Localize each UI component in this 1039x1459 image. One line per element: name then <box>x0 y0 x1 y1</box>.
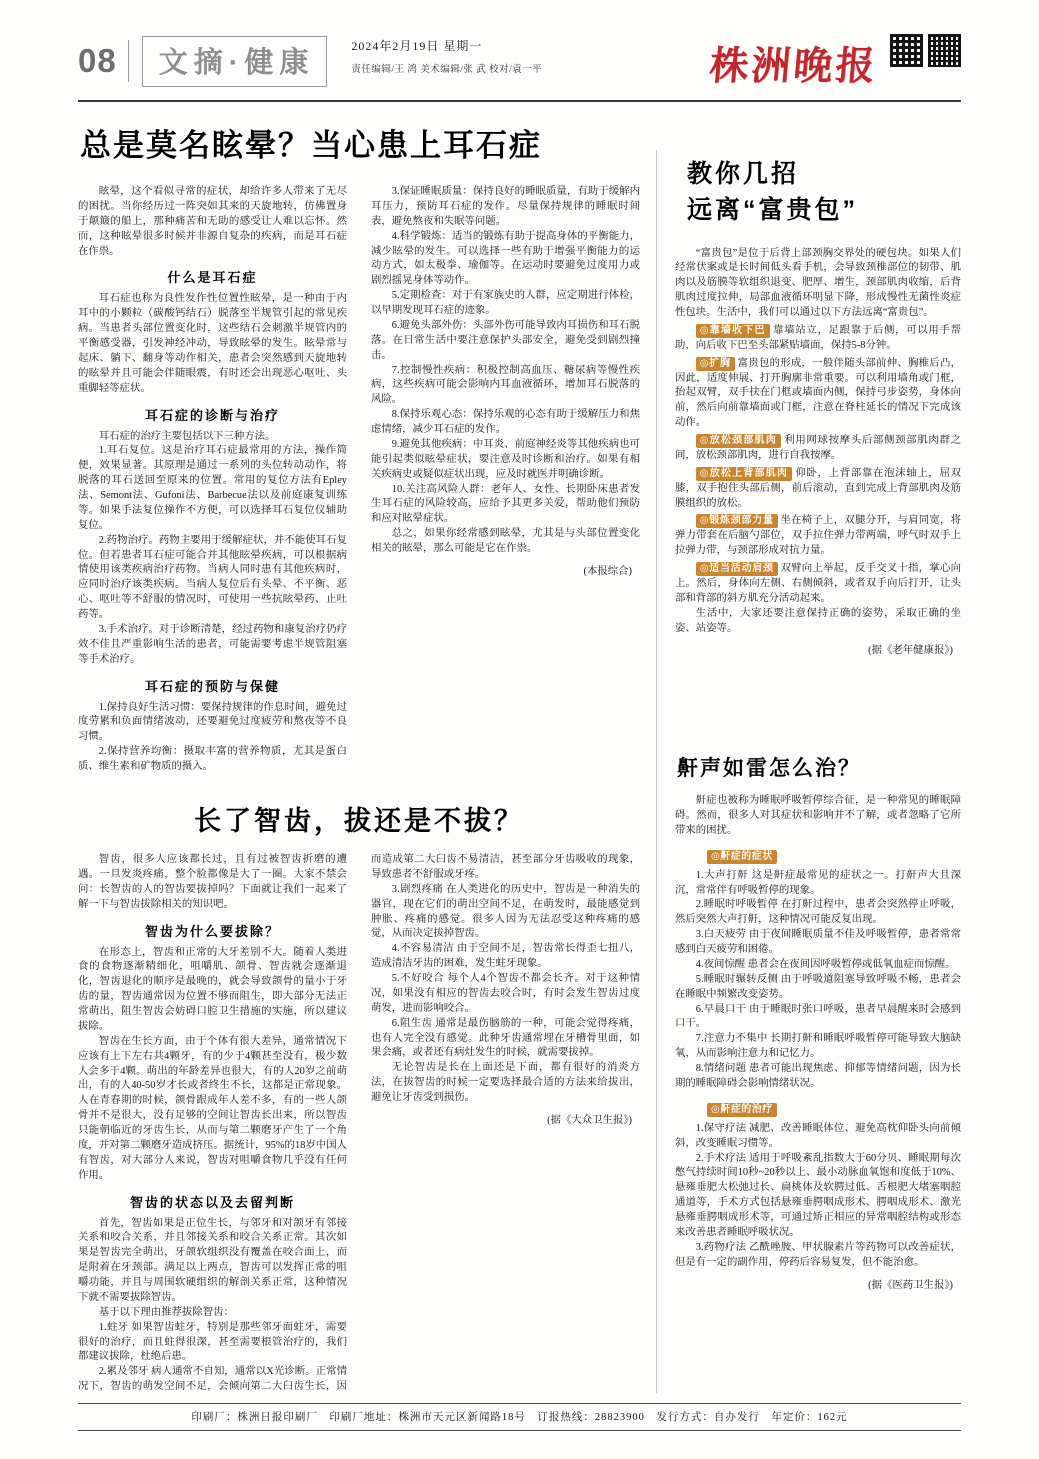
attribution: (据《老年健康报》) <box>868 645 953 657</box>
body-paragraph: 3.白天疲劳 由于夜间睡眠质量不佳及呼吸暂停，患者常常感到白天疲劳和困倦。 <box>675 929 961 955</box>
body-paragraph: 3.手术治疗。对于诊断清楚，经过药物和康复治疗仍疗效不佳且严重影响生活的患者，可能需要考虑半规管阻塞等手术治疗。 <box>78 623 347 665</box>
page-body <box>78 112 961 1399</box>
tagged-paragraph: ◎适当活动肩颈 双臂向上举起，反手交叉十指，掌心向上。然后，身体向左侧、右侧倾斜，或者双手向后打开，让头部和背部的斜方肌充分活动起来。 <box>675 563 961 604</box>
article-body <box>675 247 961 657</box>
body-paragraph: 1.蛀牙 如果智齿蛀牙，特别是那些邻牙面蛀牙，需要很好的治疗，而且蛀得很深，甚至需要根管治疗的，我们都建议拔除，杜绝后患。 <box>78 1321 347 1363</box>
body-paragraph: 在形态上，智齿和正常的大牙差别不大。随着人类进食的食物逐渐精细化，咀嚼肌、颌骨、智齿就会逐渐退化，智齿退化的顺序是最晚的，就会导致颌骨的量小于牙齿的量，智齿通常因为位置不够而阻生，即大部分无法正常萌出，阻生智齿会妨碍口腔卫生措施的实施，所以建议拔除。 <box>78 946 347 1032</box>
body-paragraph: 智齿，很多人应该都长过，且有过被智齿折磨的遭遇。一旦发炎疼痛，整个脸都像是大了一圈。大家不禁会问：长智齿的人的智齿要拔掉吗？下面就让我们一起来了解一下与智齿拔除相关的知识吧。 <box>78 854 347 910</box>
issue-date: 2024年2月19日 星期一 <box>351 39 483 53</box>
column-divider <box>656 150 657 1393</box>
body-paragraph: “富贵包”是位于后背上部颈胸交界处的硬包块。如果人们经常伏案或是长时间低头看手机，会导致颈椎部位的韧带、肌肉以及筋膜等软组织退变、肥厚、增生，颈部肌肉收缩，后背肌肉过度拉伸，局部血液循环明显下降，形成慢性无菌性炎症性包块。生活中，我们可以通过以下方法远离“富贵包”。 <box>675 247 961 318</box>
body-paragraph: 7.注意力不集中 长期打鼾和睡眠呼吸暂停可能导致大脑缺氧，从而影响注意力和记忆力。 <box>675 1033 961 1060</box>
section-subheading: 耳石症的诊断与治疗 <box>144 407 280 423</box>
tagged-paragraph: ◎靠墙收下巴 靠墙站立，足跟靠于后侧，可以用手帮助，向后收下巴至头部紧贴墙面，保持5-8分钟。 <box>675 324 961 351</box>
article-title: 总是莫名眩晕？当心患上耳石症 <box>80 128 542 163</box>
header-meta <box>351 28 542 75</box>
tagged-paragraph: ◎放松上背部肌肉 仰卧，上背部靠在泡沫轴上，屈双膝，双手抱住头部后侧，前后滚动，直到完成上背部肌肉及筋膜组织的放松。 <box>675 467 961 509</box>
header-right <box>707 31 961 91</box>
imprint-footer: 印刷厂：株洲日报印刷厂 印刷厂地址：株洲市天元区新闻路18号 订报热线：28823900 发行方式：自办发行 年定价：162元 <box>78 1403 961 1431</box>
article-body <box>78 853 640 1411</box>
highlight-tag: ◎扩胸 <box>696 357 735 371</box>
page-header <box>78 28 961 94</box>
body-paragraph: 6.避免头部外伤：头部外伤可能导致内耳损伤和耳石脱落。在日常生活中要注意保护头部安全，避免受到剧烈撞击。 <box>371 319 640 361</box>
attribution: (据《大众卫生报》) <box>547 1114 632 1126</box>
highlight-tag: ◎适当活动肩颈 <box>696 562 778 576</box>
section-subheading: 什么是耳石症 <box>167 270 258 286</box>
body-paragraph: 5.不好咬合 每个人4个智齿不都会长齐。对于这种情况，如果没有相应的智齿去咬合时，有时会发生智齿过度萌发，进而影响咬合。 <box>371 973 640 1014</box>
body-paragraph: 8.情绪问题 患者可能出现焦虑、抑郁等情绪问题，因为长期的睡眠障碍会影响情绪状况。 <box>675 1063 961 1089</box>
body-paragraph: 6.早晨口干 由于睡眠时张口呼吸，患者早晨醒来时会感到口干。 <box>675 1003 961 1030</box>
body-paragraph: 1.大声打鼾 这是鼾症最常见的症状之一。打鼾声大且深沉，常常伴有呼吸暂停的现象。 <box>675 869 961 896</box>
body-paragraph: 6.阻生齿 通常是最伤脑筋的一种，可能会觉得疼痛，也有人完全没有感觉。此种牙齿通常埋在牙槽骨里面，如果会痛，或者还有病灶发生的时候，就需要拔掉。 <box>371 1017 640 1059</box>
tagged-paragraph: ◎锻炼颈部力量 坐在椅子上，双腿分开，与肩同宽，将弹力带套在后脑勺部位，双手拉住弹力带两端，呼气时双手上拉弹力带，与颈部形成对抗力量。 <box>675 515 961 557</box>
body-paragraph: 4.不容易清洁 由于空间不足，智齿常长得歪七扭八，造成清洁牙齿的困难，发生蛀牙现象。 <box>371 943 640 970</box>
body-paragraph: 无论智齿是长在上面还是下面，都有很好的消炎方法，在拔智齿的时候一定要选择最合适的方法来给拔出，避免让牙齿受到损伤。 <box>371 1062 640 1103</box>
section-subheading: 智齿为什么要拔除？ <box>144 923 280 939</box>
article-title: 鼾声如雷怎么治？ <box>677 757 861 780</box>
body-paragraph: 鼾症也被称为睡眠呼吸暂停综合征，是一种常见的睡眠障碍。然而，很多人对其症状和影响并不了解，或者忽略了它所带来的困扰。 <box>675 795 961 836</box>
article-title: 长了智齿，拔还是不拔？ <box>194 806 524 836</box>
body-paragraph: 耳石症的治疗主要包括以下三种方法。 <box>98 430 276 442</box>
body-paragraph: 3.保证睡眠质量：保持良好的睡眠质量，有助于缓解内耳压力，预防耳石症的发作。尽量保持规律的睡眠时间表，避免熬夜和失眠等问题。 <box>371 186 640 227</box>
highlight-tag: ◎锻炼颈部力量 <box>696 514 778 528</box>
body-paragraph: 7.控制慢性疾病：积极控制高血压、糖尿病等慢性疾病，这些疾病可能会影响内耳血液循环，增加耳石脱落的风险。 <box>371 364 640 406</box>
left-articles-zone <box>78 112 640 1411</box>
body-paragraph: 3.剧烈疼痛 在人类进化的历史中，智齿是一种消失的器官，现在它们的萌出空间不足，在萌发时，最能感觉到肿胀、疼痛的感觉。很多人因为无法忍受这种疼痛的感觉，从而决定拔掉智齿。 <box>371 883 640 940</box>
article-body <box>78 185 640 775</box>
body-paragraph: 基于以下理由推荐拔除智齿： <box>98 1306 234 1318</box>
highlight-tag: ◎靠墙收下巴 <box>696 324 770 338</box>
body-paragraph: 眩晕，这个看似寻常的症状，却给许多人带来了无尽的困扰。当你经历过一阵突如其来的天旋地转，仿佛置身于颠簸的船上，那种痛苦和无助的感受让人难以忘怀。然而，这种眩晕很多时候并非源自复杂的疾病，而是耳石症在作祟。 <box>78 186 347 257</box>
section-subheading: 智齿的状态以及去留判断 <box>129 1194 295 1210</box>
editors-line: 责任编辑/王 鸿 美术编辑/张 武 校对/袁一平 <box>351 65 543 75</box>
article-wisdom-teeth <box>78 799 640 1411</box>
body-paragraph: 2.累及邻牙 病人通常不自知，通常以X光诊断。正常情况下，智齿的萌发空间不足，会倾向第二大臼齿生长，因而造成第二大臼齿不易清洁，甚至部分牙齿吸收的现象，导致患者不舒服或牙疼。 <box>78 854 640 1393</box>
body-paragraph: 智齿在生长方面，由于个体有很大差异，通常情况下应该有上下左右共4颗牙，有的少于4颗甚至没有，极少数人会多于4颗。萌出的年龄差异也很大，有的人20岁之前萌出，有的人40-50岁才长或者终生不长，这都是正常现象。人在青春期的时候，颌骨跟成年人差不多，有的一些人颌骨并不是很大，没有足够的空间让智齿长出来，所以智齿只能朝临近的牙齿生长，从而与第二颗磨牙产生了一个角度，并对第二颗磨牙造成挤压。据统计，95%的18岁中国人有智齿，对大部分人来说，智齿对咀嚼食物几乎没有任何作用。 <box>78 1035 347 1181</box>
tag-heading <box>675 1099 961 1117</box>
body-paragraph: 4.夜间惊醒 患者会在夜间因呼吸暂停或低氧血症而惊醒。 <box>695 958 956 970</box>
header-divider <box>128 40 129 82</box>
body-paragraph: 2.手术疗法 适用于呼吸紊乱指数大于60分贝、睡眠期每次憋气持续时间10秒~20秒以上、最小动脉血氧饱和度低于10%、悬雍垂肥大松弛过长、扁桃体及软腭过低、舌根肥大堵塞咽腔通道等，手术方式包括悬雍垂腭咽成形术、腭咽成形术、激光悬雍垂腭咽成形术等，可通过矫正相应的异常咽腔结构或形态来改善患者睡眠呼吸状况。 <box>675 1152 961 1238</box>
body-paragraph: 10.关注高风险人群：老年人、女性、长期卧床患者发生耳石症的风险较高，应给予其更多关爱，帮助他们预防和应对眩晕症状。 <box>371 483 640 525</box>
attribution: (据《医药卫生报》) <box>868 1279 953 1291</box>
article-title <box>687 156 961 229</box>
body-paragraph: 2.药物治疗。药物主要用于缓解症状，并不能使耳石复位。但若患者耳石症可能合并其他眩晕疾病，可以根据病情使用该类疾病治疗药物。当病人同时患有其他疾病时，应同时治疗该类疾病。当病人复位后有头晕、不平衡、恶心、呕吐等不舒服的情况时，可使用一些抗眩晕药、止吐药等。 <box>78 534 347 620</box>
attribution: (本报综合) <box>583 565 632 577</box>
right-articles-zone <box>675 112 961 1399</box>
article-title-line2: 远离“富贵包” <box>687 196 859 225</box>
article-title-line1: 教你几招 <box>687 160 800 188</box>
qr-code-icon <box>890 34 923 67</box>
tagged-paragraph: ◎扩胸 富贵包的形成，一般伴随头部前伸、胸椎后凸，因此，适度伸展、打开胸廓非常重要。可以利用墙角或门框，抬起双臂，双手扶在门框或墙面内侧，保持弓步姿势，身体向前，然后向前靠墙面或门框，注意在脊柱延长的情况下完成该动作。 <box>675 357 961 429</box>
page-number: 08 <box>78 42 117 79</box>
body-paragraph: 8.保持乐观心态：保持乐观的心态有助于缓解压力和焦虑情绪，减少耳石症的发作。 <box>371 409 640 435</box>
body-paragraph: 总之，如果你经常感到眩晕，尤其是与头部位置变化相关的眩晕，那么可能是它在作祟。 <box>371 528 640 554</box>
header-rule <box>78 100 961 102</box>
body-paragraph: 生活中，大家还要注意保持正确的姿势，采取正确的坐姿、站姿等。 <box>675 607 961 634</box>
newspaper-masthead: 株洲晚报 <box>707 45 880 88</box>
body-paragraph: 耳石症也称为良性发作性位置性眩晕，是一种由于内耳中的小颗粒（碳酸钙结石）脱落至半规管引起的常见疾病。当患者头部位置变化时，这些结石会刺激半规管内的平衡感受器，引发神经冲动，导致眩晕的发生。眩晕常与起床、躺下、翻身等动作相关，患者会突然感到天旋地转的眩晕并且可能会伴随眼震，有时还会出现恶心呕吐、头重脚轻等症状。 <box>78 293 347 394</box>
body-paragraph: 2.保持营养均衡：摄取丰富的营养物质，尤其是蛋白质、维生素和矿物质的摄入。 <box>78 746 347 772</box>
highlight-tag: ◎放松颈部肌肉 <box>696 434 781 448</box>
highlight-tag: ◎鼾症的治疗 <box>707 1103 777 1117</box>
article-body <box>675 794 961 1291</box>
body-paragraph: 1.保守疗法 减肥、改善睡眠体位、避免高枕仰卧头向前倾斜，改变睡眠习惯等。 <box>675 1122 961 1149</box>
highlight-tag: ◎放松上背部肌肉 <box>696 467 792 481</box>
qr-group <box>890 31 961 67</box>
body-paragraph: 9.避免其他疾病：中耳炎、前庭神经炎等其他疾病也可能引起类似眩晕症状，要注意及时诊断和治疗。如果有相关疾病史或疑似症状出现，应及时就医并明确诊断。 <box>371 438 640 480</box>
body-paragraph: 4.科学锻炼：适当的锻炼有助于提高身体的平衡能力，减少眩晕的发生。可以选择一些有助于增强平衡能力的运动方式，如太极拳、瑜伽等。在运动时要避免过度用力或剧烈摇晃身体等动作。 <box>371 230 640 287</box>
tag-heading <box>675 846 961 864</box>
qr-code-icon <box>928 34 961 67</box>
body-paragraph: 3.药物疗法 乙酰唑胺、甲状腺素片等药物可以改善症状，但是有一定的副作用，停药后容易复发，但不能治愈。 <box>675 1241 961 1268</box>
section-subheading: 耳石症的预防与保健 <box>144 678 280 694</box>
body-paragraph: 1.保持良好生活习惯：要保持规律的作息时间，避免过度劳累和负面情绪波动，还要避免过度疲劳和熬夜等不良习惯。 <box>78 701 347 743</box>
highlight-tag: ◎鼾症的症状 <box>707 850 777 864</box>
body-paragraph: 5.睡眠时辗转反侧 由于呼吸道阻塞导致呼吸不畅，患者会在睡眠中频繁改变姿势。 <box>675 973 961 1000</box>
body-paragraph: 1.耳石复位。这是治疗耳石症最常用的方法，操作简便，效果显著。其原理是通过一系列的头位转动动作，将脱落的耳石送回至原来的位置。常用的复位方法有Epley法、Semont法、Gufoni法、Barbecue法以及前庭康复训练等。如果手法复位操作不方便，可以选择耳石复位仪辅助复位。 <box>78 445 347 531</box>
tagged-paragraph: ◎放松颈部肌肉 利用网球按摩头后部侧颈部肌肉群之间，放松颈部肌肉，进行自我按摩。 <box>675 435 961 461</box>
article-fuguibao <box>675 112 961 738</box>
body-paragraph: 5.定期检查：对于有家族史的人群，应定期进行体检，以早期发现耳石症的迹象。 <box>371 290 640 316</box>
body-paragraph: 2.睡眠时呼吸暂停 在打鼾过程中，患者会突然停止呼吸，然后突然大声打鼾，这种情况可能反复出现。 <box>675 899 961 926</box>
article-snoring <box>675 752 961 1291</box>
body-paragraph: 首先，智齿如果是正位生长，与邻牙和对颌牙有邻接关系和咬合关系，并且邻接关系和咬合关系正常。其次如果是智齿完全萌出，牙颌软组织没有覆盖在咬合面上，而是附着在牙颈部。满足以上两点，智齿可以发挥正常的咀嚼功能，并且与周围软硬组织的解剖关系正常，这种情况下就不需要拔除智齿。 <box>78 1217 347 1303</box>
article-vertigo <box>78 120 640 775</box>
section-title: 文摘·健康 <box>142 36 328 87</box>
